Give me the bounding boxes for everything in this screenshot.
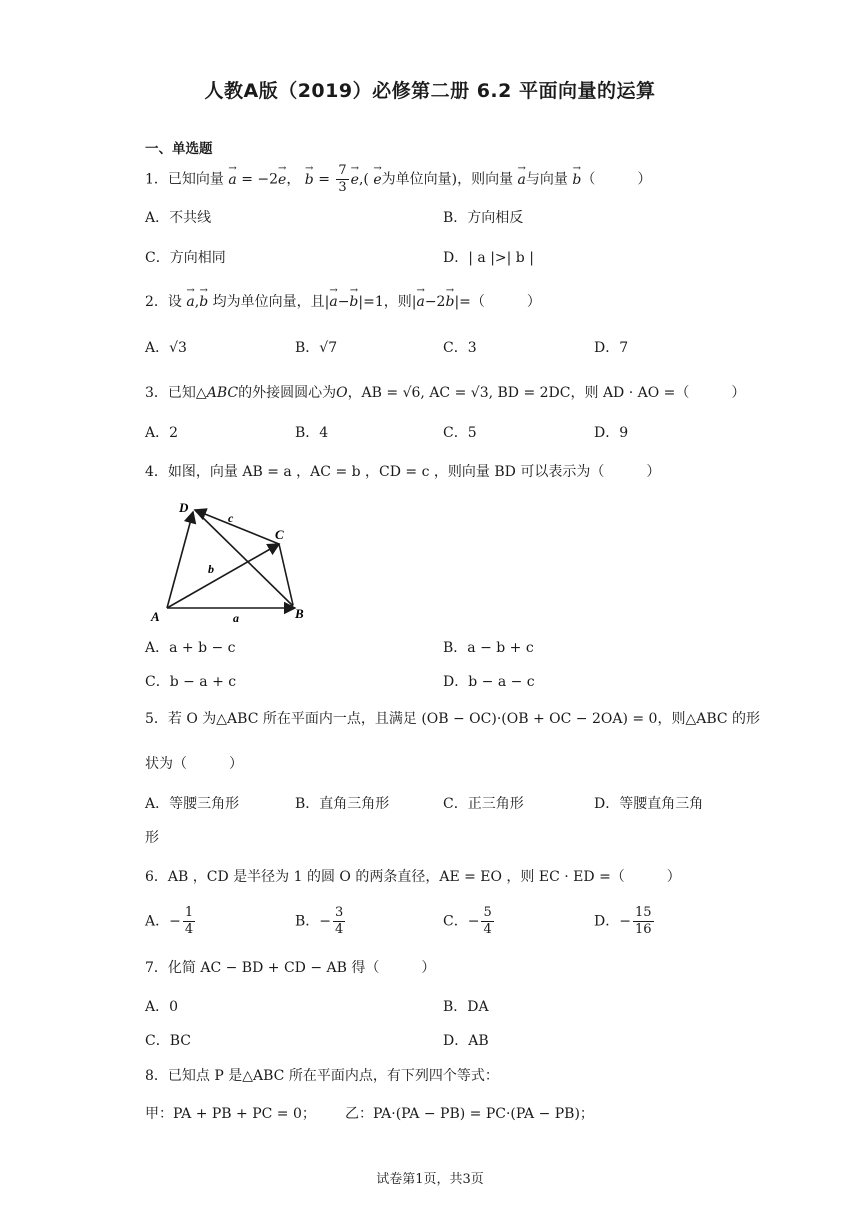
q2-option-a: A．√3 bbox=[145, 340, 187, 356]
q6-option-c: C．− $\frac{5}{4}$ bbox=[443, 905, 492, 937]
label-B: B bbox=[295, 606, 304, 621]
question-1: 1．已知向量 → a = −2→ e， → b = $\frac{7}{3}$ → e,( → e为单位向量)，则向量 → a与向量 → b（ ） bbox=[145, 163, 651, 196]
question-8: 8．已知点 P 是△ABC 所在平面内点，有下列四个等式： bbox=[145, 1068, 499, 1084]
question-5-line-1: 5．若 O 为△ABC 所在平面内一点，且满足 (OB − OC)·(OB + OC − 2OA) = 0，则△ABC 的形 bbox=[145, 711, 761, 727]
q1-option-d: D．| a |>| b | bbox=[443, 250, 534, 266]
q7-option-a: A．0 bbox=[145, 999, 179, 1015]
question-2: 2．设 → a,→ b 均为单位向量，且|→ a−→ b|=1，则|→ a−2→ b|=（ ） bbox=[145, 292, 541, 312]
page-title: 人教A版（2019）必修第二册 6.2 平面向量的运算 bbox=[204, 80, 656, 102]
q4-option-b: B．a − b + c bbox=[443, 640, 534, 656]
q4-option-a: A．a + b − c bbox=[145, 640, 236, 656]
q3-option-a: A．2 bbox=[145, 425, 179, 441]
q7-option-b: B．DA bbox=[443, 999, 489, 1015]
q7-option-d: D．AB bbox=[443, 1033, 489, 1049]
label-a: a bbox=[233, 611, 239, 625]
q3-option-d: D．9 bbox=[594, 425, 629, 441]
q8-statement-yi: 乙：PA·(PA − PB) = PC·(PA − PB)； bbox=[345, 1106, 594, 1122]
q2-option-b: B．√7 bbox=[295, 340, 338, 356]
q1-option-a: A．不共线 bbox=[145, 210, 212, 226]
label-b: b bbox=[208, 562, 214, 576]
q5-option-c: C．正三角形 bbox=[443, 796, 524, 812]
section-heading: 一、单选题 bbox=[145, 141, 213, 157]
question-7: 7．化简 AC − BD + CD − AB 得（ ） bbox=[145, 960, 436, 976]
page-footer: 试卷第1页，共3页 bbox=[376, 1172, 484, 1187]
q1-option-c: C．方向相同 bbox=[145, 250, 226, 266]
edge-c bbox=[195, 510, 279, 544]
label-D: D bbox=[179, 500, 189, 515]
label-C: C bbox=[275, 527, 284, 542]
edge-db bbox=[195, 510, 293, 606]
q4-option-d: D．b − a − c bbox=[443, 674, 535, 690]
q2-option-d: D．7 bbox=[594, 340, 629, 356]
q2-option-c: C．3 bbox=[443, 340, 477, 356]
fraction: $\frac{7}{3}$ bbox=[338, 163, 347, 195]
q7-option-c: C．BC bbox=[145, 1033, 191, 1049]
question-3: 3．已知△ABC的外接圆圆心为O，AB = √6, AC = √3, BD = 2DC，则 AD · AO =（ ） bbox=[145, 385, 746, 401]
vector-quadrilateral-figure bbox=[145, 498, 320, 628]
q3-option-c: C．5 bbox=[443, 425, 477, 441]
q6-option-b: B．− $\frac{3}{4}$ bbox=[295, 905, 344, 937]
q6-option-d: D．− $\frac{15}{16}$ bbox=[594, 905, 652, 937]
edge-cb bbox=[279, 544, 293, 605]
question-6: 6．AB ，CD 是半径为 1 的圆 O 的两条直径，AE = EO ，则 EC · ED =（ ） bbox=[145, 869, 681, 885]
question-4: 4．如图，向量 AB = a ，AC = b ，CD = c ，则向量 BD 可以表示为（ ） bbox=[145, 464, 661, 480]
q1-option-b: B．方向相反 bbox=[443, 210, 524, 226]
q3-option-b: B．4 bbox=[295, 425, 329, 441]
question-5-line-2: 状为（ ） bbox=[145, 756, 243, 772]
q6-option-a: A．− $\frac{1}{4}$ bbox=[145, 905, 194, 937]
q4-option-c: C．b − a + c bbox=[145, 674, 237, 690]
q8-statement-jia: 甲：PA + PB + PC = 0； bbox=[145, 1106, 316, 1122]
edge-ad bbox=[167, 512, 193, 608]
q5-option-b: B．直角三角形 bbox=[295, 796, 390, 812]
q5-option-d-wrap: 形 bbox=[145, 830, 159, 846]
label-A: A bbox=[151, 609, 160, 624]
q5-option-d: D．等腰直角三角 bbox=[594, 796, 704, 812]
label-c: c bbox=[228, 511, 234, 525]
q5-option-a: A．等腰三角形 bbox=[145, 796, 240, 812]
